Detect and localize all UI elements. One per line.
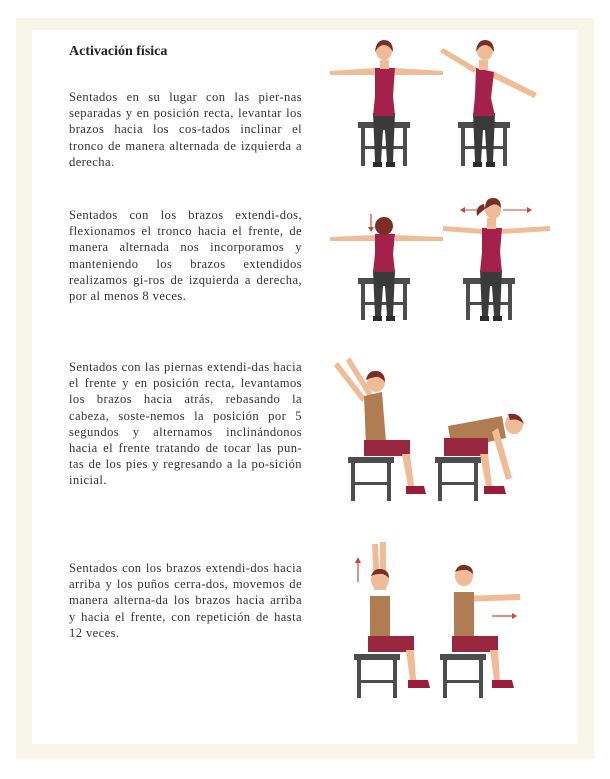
figure-1a	[330, 40, 443, 167]
exercise-3-illustration	[330, 352, 560, 507]
figure-3b	[435, 414, 524, 501]
figure-4a	[354, 542, 430, 698]
exercise-2-illustration	[325, 192, 555, 327]
figure-1b	[440, 40, 537, 167]
figure-2b	[443, 198, 550, 321]
section-title: Activación física	[69, 44, 168, 59]
figure-3a	[334, 357, 426, 501]
exercise-1-text: Sentados en su lugar con las pier-nas separadas y en posición recta, levantar los brazos hacia los cos-tados inclinar el tronco de manera alternada de izquierda a derecha.	[69, 90, 302, 169]
exercise-3-text: Sentados con las piernas extendi-das hacia el frente y en posición recta, levantamos los brazos hacia atrás, rebasando la cabeza, soste-nemos la posición por 5 segundos y alternamos inclinándonos hacia el frente tratando de tocar las pun-tas de los pies y regresando a la po-sición inicial.	[69, 360, 302, 488]
figure-2a	[330, 214, 443, 321]
exercise-4-illustration	[336, 540, 556, 705]
exercise-2-text: Sentados con los brazos extendi-dos, flexionamos el tronco hacia el frente, de manera alternada nos incorporamos y manteniendo los brazos extendidos realizamos gi-ros de izquierda a derecha, por al menos 8 veces.	[69, 208, 302, 304]
figure-4b	[440, 565, 520, 698]
exercise-4-text: Sentados con los brazos extendi-dos hacia arriba y los puños cerra-dos, movemos de manera alterna-da los brazos hacia arriba y hacia el frente, con repetición de hasta 12 veces.	[69, 561, 302, 640]
exercise-1-illustration	[325, 38, 555, 178]
